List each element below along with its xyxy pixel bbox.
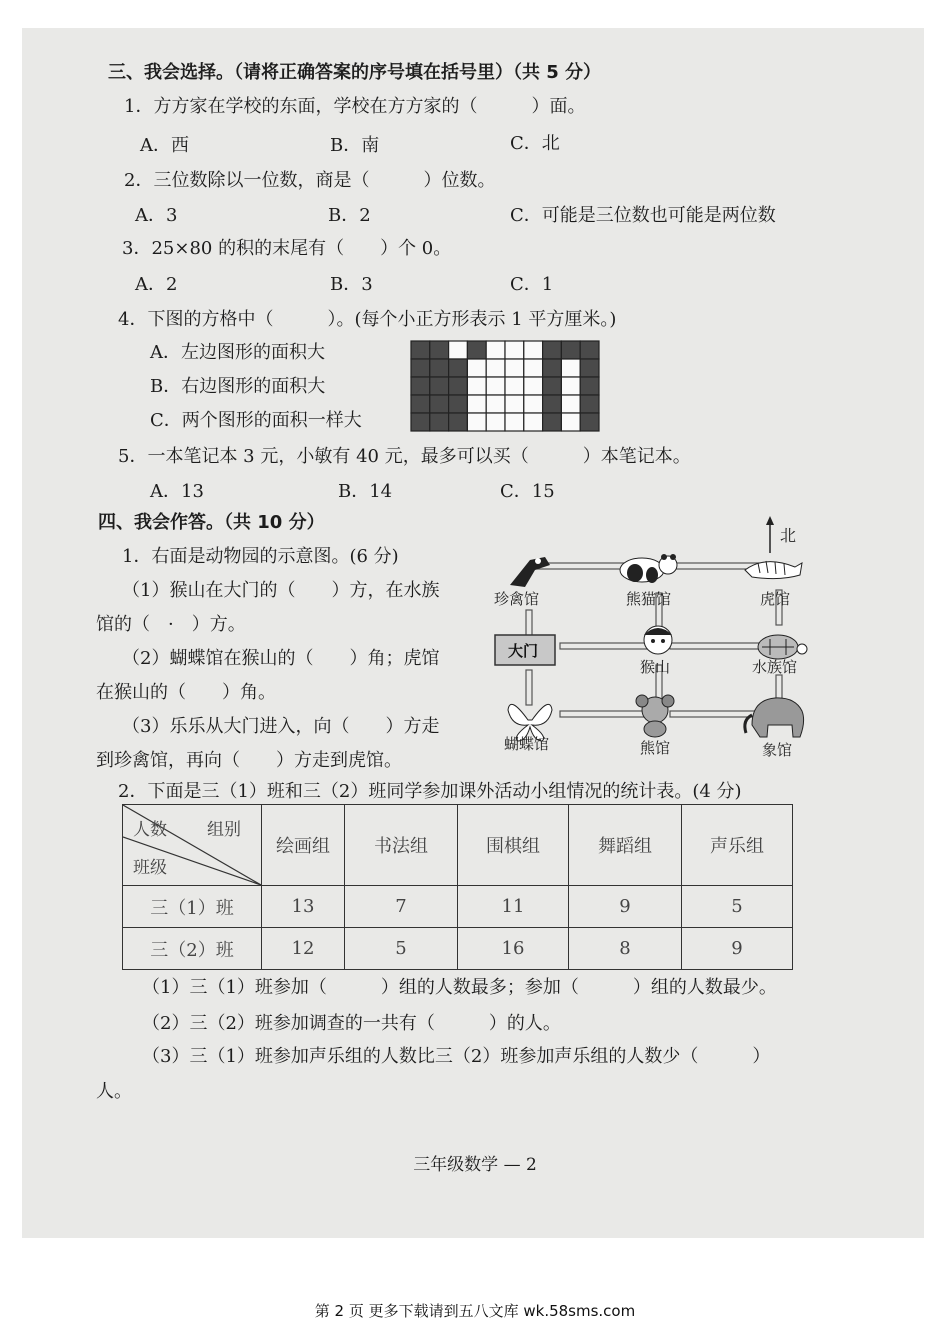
grid-cell [486, 341, 505, 359]
s4-q1-p2a: （2）蝴蝶馆在猴山的（ ）角；虎馆 [122, 648, 440, 669]
table-row [123, 886, 793, 928]
grid-cell [580, 341, 599, 359]
grid-cell [561, 413, 580, 431]
grid-cell [467, 413, 486, 431]
grid-cell [543, 359, 562, 377]
site-footer: 第 2 页 更多下载请到五八文库 wk.58sms.com [314, 1302, 636, 1320]
q1-option-b: B．南 [330, 135, 380, 156]
grid-cell [449, 413, 468, 431]
grid-cell [449, 377, 468, 395]
grid-cell [524, 413, 543, 431]
grid-cell [561, 395, 580, 413]
grid-cell [411, 413, 430, 431]
grid-cell [543, 341, 562, 359]
s4-q2-intro: 2．下面是三（1）班和三（2）班同学参加课外活动小组情况的统计表。(4 分) [118, 781, 742, 802]
grid-cell [505, 395, 524, 413]
q5-text: 5．一本笔记本 3 元，小敏有 40 元，最多可以买（ ）本笔记本。 [118, 446, 691, 467]
grid-cell [580, 395, 599, 413]
grid-cell [543, 413, 562, 431]
monkey-icon [644, 626, 672, 654]
row-label: 三（2）班 [123, 928, 262, 970]
s4-q1-intro: 1．右面是动物园的示意图。(6 分) [122, 546, 399, 567]
gate-box [495, 635, 555, 665]
grid-cell [580, 359, 599, 377]
place-label-panda: 熊猫馆 [626, 590, 672, 608]
grid-cell [561, 341, 580, 359]
table-cell: 13 [262, 886, 345, 928]
s4-q1-p3a: （3）乐乐从大门进入，向（ ）方走 [122, 716, 440, 737]
place-label-monkey: 猴山 [640, 658, 671, 676]
north-label: 北 [780, 526, 797, 545]
corner-label-count: 人数 [133, 820, 167, 840]
grid-cell [449, 341, 468, 359]
table-cell: 11 [458, 886, 569, 928]
s4-q2-sub1: （1）三（1）班参加（ ）组的人数最多；参加（ ）组的人数最少。 [142, 977, 777, 998]
s4-q2-sub2: （2）三（2）班参加调查的一共有（ ）的人。 [142, 1013, 561, 1034]
col-header: 书法组 [345, 805, 458, 886]
grid-cell [430, 359, 449, 377]
place-label-bear: 熊馆 [640, 739, 671, 757]
grid-cell [449, 395, 468, 413]
grid-cell [467, 377, 486, 395]
grid-cell [524, 395, 543, 413]
grid-cell [524, 359, 543, 377]
grid-cell [505, 413, 524, 431]
q1-text: 1．方方家在学校的东面，学校在方方家的（ ）面。 [124, 96, 586, 117]
grid-cell [411, 377, 430, 395]
grid-cell [524, 341, 543, 359]
grid-cell [561, 377, 580, 395]
grid-cell [486, 377, 505, 395]
tiger-icon [745, 561, 802, 579]
grid-cell [543, 395, 562, 413]
grid-cell [486, 395, 505, 413]
section-3-title: 三、我会选择。（请将正确答案的序号填在括号里）（共 5 分） [108, 62, 602, 83]
grid-cell [543, 377, 562, 395]
s4-q2-sub3-end: 人。 [96, 1081, 132, 1102]
place-label-butterfly: 蝴蝶馆 [504, 735, 550, 753]
table-row [123, 928, 793, 970]
koala-icon [636, 695, 674, 737]
q4-option-b: B．右边图形的面积大 [150, 376, 326, 397]
col-header: 舞蹈组 [569, 805, 682, 886]
q3-option-b: B．3 [330, 274, 373, 295]
q3-option-c: C．1 [510, 274, 554, 295]
page-number-footer: 三年级数学 — 2 [413, 1155, 537, 1175]
grid-cell [467, 395, 486, 413]
col-header: 围棋组 [458, 805, 569, 886]
table-corner-header [123, 805, 262, 886]
area-grid-figure [410, 340, 600, 432]
elephant-icon [745, 698, 804, 737]
grid-cell [580, 413, 599, 431]
table-cell: 12 [262, 928, 345, 970]
corner-label-class: 班级 [133, 858, 167, 878]
table-cell: 9 [569, 886, 682, 928]
table-cell: 9 [682, 928, 793, 970]
col-header: 绘画组 [262, 805, 345, 886]
q1-option-c: C．北 [510, 133, 560, 154]
s4-q2-sub3: （3）三（1）班参加声乐组的人数比三（2）班参加声乐组的人数少（ ） [142, 1046, 771, 1067]
grid-cell [430, 413, 449, 431]
grid-cell [430, 377, 449, 395]
zoo-map [490, 515, 820, 765]
q3-option-a: A．2 [135, 274, 178, 295]
q4-option-a: A．左边图形的面积大 [150, 342, 325, 363]
grid-cell [561, 359, 580, 377]
place-label-tiger: 虎馆 [760, 590, 791, 608]
place-label-aquarium: 水族馆 [752, 658, 798, 676]
row-label: 三（1）班 [123, 886, 262, 928]
grid-cell [580, 377, 599, 395]
grid-cell [411, 359, 430, 377]
place-label-zhenqin: 珍禽馆 [494, 590, 540, 608]
grid-cell [524, 377, 543, 395]
grid-cell [467, 359, 486, 377]
q4-text: 4．下图的方格中（ ）。(每个小正方形表示 1 平方厘米。) [118, 309, 617, 330]
q2-option-a: A．3 [135, 205, 178, 226]
grid-cell [505, 359, 524, 377]
q2-option-b: B．2 [328, 205, 371, 226]
grid-cell [411, 395, 430, 413]
q1-option-a: A．西 [140, 135, 189, 156]
q5-option-c: C．15 [500, 481, 555, 502]
svg-text:大门: 大门 [508, 642, 539, 660]
q2-option-c: C．可能是三位数也可能是两位数 [510, 205, 776, 226]
table-cell: 16 [458, 928, 569, 970]
s4-q1-p1b: 馆的（ · ）方。 [96, 614, 246, 635]
place-label-elephant: 象馆 [762, 741, 793, 759]
corner-label-group: 组别 [207, 820, 241, 840]
q2-text: 2．三位数除以一位数，商是（ ）位数。 [124, 170, 496, 191]
bird-icon [510, 557, 550, 587]
table-cell: 8 [569, 928, 682, 970]
s4-q1-p3b: 到珍禽馆，再向（ ）方走到虎馆。 [96, 750, 402, 771]
q5-option-a: A．13 [150, 481, 204, 502]
q3-text: 3．25×80 的积的末尾有（ ）个 0。 [122, 238, 452, 259]
table-cell: 5 [345, 928, 458, 970]
grid-cell [505, 341, 524, 359]
q4-option-c: C．两个图形的面积一样大 [150, 410, 362, 431]
panda-icon [620, 554, 677, 583]
grid-cell [467, 341, 486, 359]
s4-q1-p1a: （1）猴山在大门的（ ）方，在水族 [122, 580, 440, 601]
activity-stat-table [122, 804, 793, 970]
q5-option-b: B．14 [338, 481, 393, 502]
table-cell: 5 [682, 886, 793, 928]
grid-cell [486, 359, 505, 377]
col-header: 声乐组 [682, 805, 793, 886]
table-cell: 7 [345, 886, 458, 928]
section-4-title: 四、我会作答。（共 10 分） [98, 512, 325, 533]
s4-q1-p2b: 在猴山的（ ）角。 [96, 682, 276, 703]
grid-cell [430, 395, 449, 413]
grid-cell [411, 341, 430, 359]
grid-cell [486, 413, 505, 431]
grid-cell [505, 377, 524, 395]
grid-cell [430, 341, 449, 359]
grid-cell [449, 359, 468, 377]
turtle-icon [758, 635, 807, 659]
